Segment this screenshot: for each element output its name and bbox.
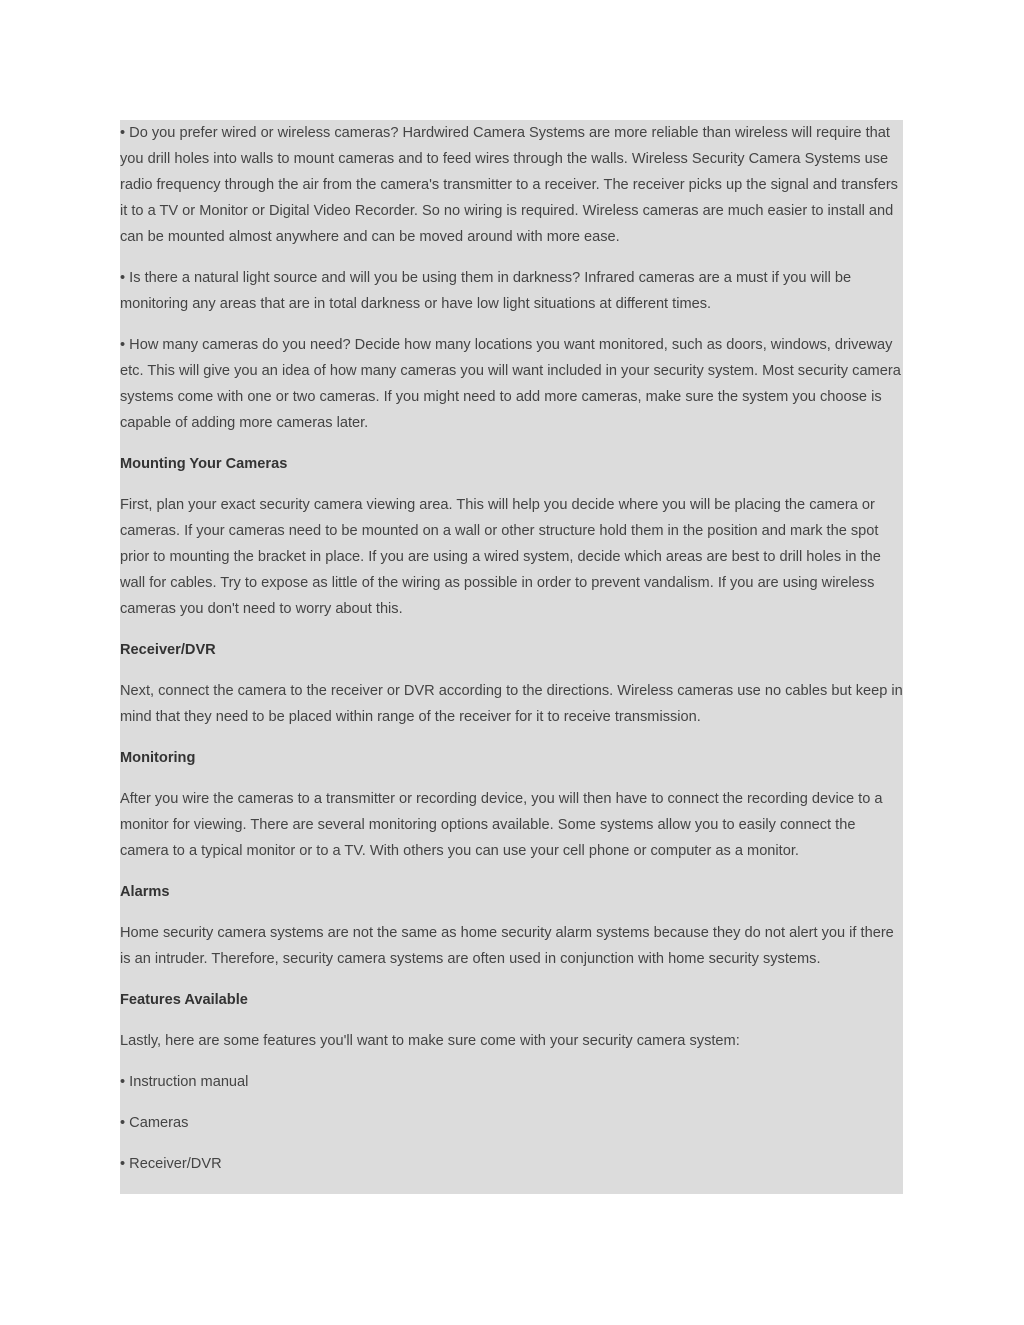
paragraph-alarms: Home security camera systems are not the same as home security alarm systems because they do not alert you if there is an intruder. Therefore, security camera systems are often used in conjunction with home security systems. (120, 925, 894, 967)
list-item-receiver-dvr: • Receiver/DVR (120, 1156, 222, 1172)
paragraph-natural-light: • Is there a natural light source and will you be using them in darkness? Infrared cameras are a must if you will be monitoring any areas that are in total darkness or have low light situations at different times. (120, 270, 852, 312)
paragraph-features-intro: Lastly, here are some features you'll want to make sure come with your security camera system: (120, 1033, 740, 1049)
heading-mounting-your-cameras: Mounting Your Cameras (120, 456, 288, 472)
list-item-instruction-manual: • Instruction manual (120, 1074, 249, 1090)
paragraph-mounting: First, plan your exact security camera viewing area. This will help you decide where you will be placing the camera or cameras. If your cameras need to be mounted on a wall or other structure hold them in the position and mark the spot prior to mounting the bracket in place. If you are using a wired system, decide which areas are best to drill holes in the wall for cables. Try to expose as little of the wiring as possible in order to prevent vandalism. If you are using wireless cameras you don't need to worry about this. (120, 497, 881, 617)
document-content (120, 120, 903, 1194)
paragraph-how-many-cameras: • How many cameras do you need? Decide how many locations you want monitored, such as doors, windows, driveway etc. This will give you an idea of how many cameras you will want included in your security system. Most security camera systems come with one or two cameras. If you might need to add more cameras, make sure the system you choose is capable of adding more cameras later. (120, 337, 901, 431)
heading-receiver-dvr: Receiver/DVR (120, 642, 216, 658)
heading-features-available: Features Available (120, 992, 248, 1008)
heading-alarms: Alarms (120, 884, 170, 900)
paragraph-wired-wireless: • Do you prefer wired or wireless cameras? Hardwired Camera Systems are more reliable than wireless will require that you drill holes into walls to mount cameras and to feed wires through the walls. Wireless Security Camera Systems use radio frequency through the air from the camera's transmitter to a receiver. The receiver picks up the signal and transfers it to a TV or Monitor or Digital Video Recorder. So no wiring is required. Wireless cameras are much easier to install and can be mounted almost anywhere and can be moved around with more ease. (120, 125, 898, 245)
list-item-cameras: • Cameras (120, 1115, 189, 1131)
paragraph-monitoring: After you wire the cameras to a transmitter or recording device, you will then have to connect the recording device to a monitor for viewing. There are several monitoring options available. Some systems allow you to easily connect the camera to a typical monitor or to a TV. With others you can use your cell phone or computer as a monitor. (120, 791, 883, 859)
heading-monitoring: Monitoring (120, 750, 196, 766)
paragraph-receiver: Next, connect the camera to the receiver or DVR according to the directions. Wireless cameras use no cables but keep in mind that they need to be placed within range of the receiver for it to receive transmission. (120, 683, 903, 725)
